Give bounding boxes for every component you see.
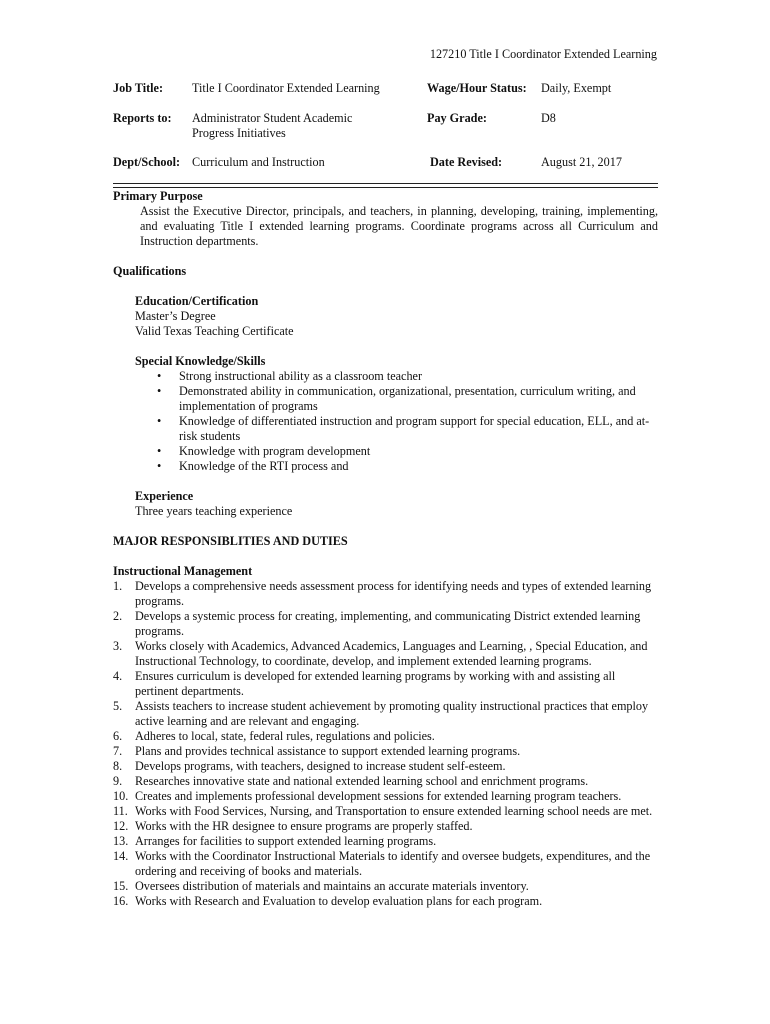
duty-text: Adheres to local, state, federal rules, regulations and policies. bbox=[135, 729, 435, 743]
wage-status-label: Wage/Hour Status: bbox=[427, 81, 527, 95]
duty-text: Develops a systemic process for creating, implementing, and communicating District extended learning programs. bbox=[135, 609, 641, 638]
duty-text: Works with the HR designee to ensure programs are properly staffed. bbox=[135, 819, 473, 833]
duty-number: 11. bbox=[113, 804, 128, 818]
duty-text: Plans and provides technical assistance to support extended learning programs. bbox=[135, 744, 521, 758]
duty-item bbox=[113, 834, 658, 849]
duty-text: Creates and implements professional development sessions for extended learning program teachers. bbox=[135, 789, 622, 803]
document-body bbox=[113, 189, 658, 909]
date-revised-value: August 21, 2017 bbox=[541, 155, 622, 169]
duty-item bbox=[113, 609, 658, 639]
skill-item: • Demonstrated ability in communication, organizational, presentation, curriculum writing, and implementation of programs bbox=[135, 384, 658, 414]
pay-grade-value: D8 bbox=[541, 111, 556, 125]
header-row-reports bbox=[113, 111, 658, 141]
experience-heading: Experience bbox=[135, 489, 194, 503]
skill-item: • Knowledge of differentiated instruction and program support for special education, ELL, and at-risk students bbox=[135, 414, 658, 444]
skill-item: • Strong instructional ability as a classroom teacher bbox=[135, 369, 658, 384]
duty-item bbox=[113, 579, 658, 609]
experience-text: Three years teaching experience bbox=[135, 504, 293, 518]
duty-item bbox=[113, 789, 658, 804]
education-item: Master’s Degree bbox=[135, 309, 216, 323]
wage-status-value: Daily, Exempt bbox=[541, 81, 612, 95]
duty-item bbox=[113, 804, 658, 819]
duty-item bbox=[113, 729, 658, 744]
duty-text: Develops programs, with teachers, designed to increase student self-esteem. bbox=[135, 759, 506, 773]
duty-number: 15. bbox=[113, 879, 129, 893]
pay-grade-label: Pay Grade: bbox=[427, 111, 487, 125]
job-title-value: Title I Coordinator Extended Learning bbox=[192, 81, 380, 95]
duty-number: 10. bbox=[113, 789, 129, 803]
duty-text: Ensures curriculum is developed for extended learning programs by working with and assisting all pertinent departments. bbox=[135, 669, 616, 698]
education-heading: Education/Certification bbox=[135, 294, 259, 308]
date-revised-label: Date Revised: bbox=[430, 155, 503, 169]
job-title-label: Job Title: bbox=[113, 81, 163, 95]
dept-label: Dept/School: bbox=[113, 155, 181, 169]
duty-item bbox=[113, 774, 658, 789]
skill-item: • Knowledge with program development bbox=[135, 444, 658, 459]
education-item: Valid Texas Teaching Certificate bbox=[135, 324, 294, 338]
duty-number: 16. bbox=[113, 894, 129, 908]
duty-text: Works closely with Academics, Advanced Academics, Languages and Learning, , Special Education, and Instructional Technology, to coordinate, develop, and implement extended learning programs. bbox=[135, 639, 648, 668]
reports-to-value bbox=[192, 111, 427, 141]
duty-number: 4. bbox=[113, 669, 123, 683]
duty-number: 1. bbox=[113, 579, 123, 593]
duty-item bbox=[113, 894, 658, 909]
duty-number: 6. bbox=[113, 729, 123, 743]
duties-list bbox=[113, 579, 658, 909]
duty-item bbox=[113, 669, 658, 699]
skills-heading: Special Knowledge/Skills bbox=[135, 354, 266, 368]
header-row-job bbox=[113, 81, 658, 96]
duty-item bbox=[113, 639, 658, 669]
primary-purpose-text: Assist the Executive Director, principals, and teachers, in planning, developing, training, implementing, and evaluating Title I extended learning programs. Coordinate programs across all Curriculum and Instruction departments. bbox=[140, 204, 658, 248]
reports-to-line2: Progress Initiatives bbox=[192, 126, 286, 140]
dept-value: Curriculum and Instruction bbox=[192, 155, 325, 169]
duties-heading: MAJOR RESPONSIBLITIES AND DUTIES bbox=[113, 534, 348, 548]
duty-number: 7. bbox=[113, 744, 123, 758]
primary-purpose-heading: Primary Purpose bbox=[113, 189, 203, 203]
duty-text: Researches innovative state and national extended learning school and enrichment programs. bbox=[135, 774, 589, 788]
duty-text: Works with Research and Evaluation to develop evaluation plans for each program. bbox=[135, 894, 543, 908]
skills-list bbox=[135, 369, 658, 474]
duty-number: 8. bbox=[113, 759, 123, 773]
header-divider-thin bbox=[113, 183, 658, 184]
duty-text: Works with Food Services, Nursing, and Transportation to ensure extended learning school needs are met. bbox=[135, 804, 653, 818]
duty-text: Develops a comprehensive needs assessment process for identifying needs and types of extended learning programs. bbox=[135, 579, 652, 608]
header-row-dept bbox=[113, 155, 658, 170]
instructional-management-heading: Instructional Management bbox=[113, 564, 253, 578]
duty-text: Oversees distribution of materials and maintains an accurate materials inventory. bbox=[135, 879, 529, 893]
header-divider-thick bbox=[113, 187, 658, 188]
document-id: 127210 Title I Coordinator Extended Learning bbox=[429, 47, 657, 61]
duty-item bbox=[113, 849, 658, 879]
duty-number: 3. bbox=[113, 639, 123, 653]
duty-number: 14. bbox=[113, 849, 129, 863]
duty-number: 12. bbox=[113, 819, 129, 833]
duty-item bbox=[113, 744, 658, 759]
duty-text: Arranges for facilities to support extended learning programs. bbox=[135, 834, 437, 848]
duty-item bbox=[113, 759, 658, 774]
duty-number: 5. bbox=[113, 699, 123, 713]
skill-item: • Knowledge of the RTI process and bbox=[135, 459, 658, 474]
duty-item bbox=[113, 819, 658, 834]
duty-text: Assists teachers to increase student achievement by promoting quality instructional practices that employ active learning and are relevant and engaging. bbox=[135, 699, 649, 728]
duty-number: 13. bbox=[113, 834, 129, 848]
reports-to-line1: Administrator Student Academic bbox=[192, 111, 353, 125]
duty-number: 9. bbox=[113, 774, 123, 788]
duty-item bbox=[113, 699, 658, 729]
duty-item bbox=[113, 879, 658, 894]
reports-to-label: Reports to: bbox=[113, 111, 172, 125]
qualifications-heading: Qualifications bbox=[113, 264, 187, 278]
duty-text: Works with the Coordinator Instructional Materials to identify and oversee budgets, expenditures, and the ordering and receiving of books and materials. bbox=[135, 849, 651, 878]
duty-number: 2. bbox=[113, 609, 123, 623]
